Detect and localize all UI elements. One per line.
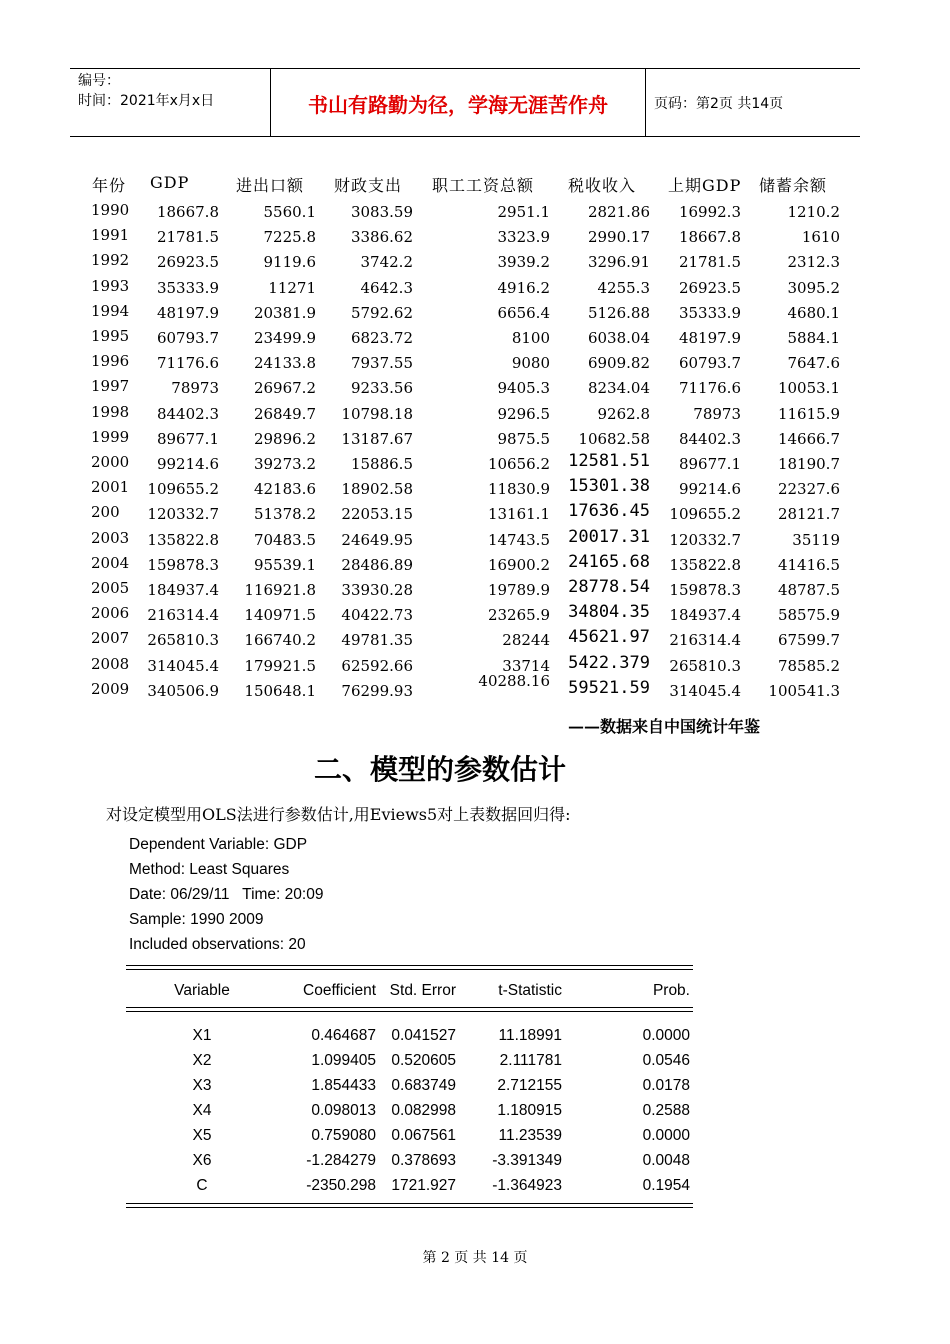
regression-row <box>0 1102 950 1127</box>
cell-gdp: 71176.6 <box>156 354 219 373</box>
regression-column-header: Std. Error <box>389 982 456 999</box>
cell-prev-gdp: 89677.1 <box>678 455 741 473</box>
cell-gdp: 159878.3 <box>147 555 219 574</box>
regression-row <box>0 1077 950 1102</box>
cell-prev-gdp: 84402.3 <box>678 429 741 448</box>
regression-prob: 0.0000 <box>642 1027 690 1044</box>
cell-prev-gdp: 109655.2 <box>669 505 741 524</box>
regression-variable: X3 <box>192 1077 212 1094</box>
cell-prev-gdp: 60793.7 <box>678 354 741 373</box>
cell-savings: 3095.2 <box>787 278 840 297</box>
cell-fiscal: 3386.62 <box>350 228 413 247</box>
cell-fiscal: 33930.28 <box>341 581 413 599</box>
cell-wages: 6656.4 <box>497 303 550 322</box>
cell-year: 2003 <box>91 528 130 547</box>
cell-year: 1996 <box>91 352 130 371</box>
regression-t-statistic: 2.111781 <box>499 1052 562 1069</box>
intro-text: 对设定模型用OLS法进行参数估计,用Eviews5对上表数据回归得: <box>106 805 571 824</box>
regression-std-error: 0.067561 <box>391 1127 456 1144</box>
table-row <box>0 451 950 480</box>
table-rule <box>126 1203 693 1204</box>
cell-prev-gdp: 18667.8 <box>678 228 741 247</box>
table-row <box>0 402 950 430</box>
cell-tax: 20017.31 <box>568 526 650 547</box>
regression-std-error: 1721.927 <box>391 1177 456 1194</box>
regression-variable: X4 <box>192 1102 212 1119</box>
cell-prev-gdp: 78973 <box>693 404 741 423</box>
table-row <box>0 427 950 455</box>
cell-tax: 15301.38 <box>568 476 650 497</box>
regression-coefficient: -1.284279 <box>306 1152 376 1169</box>
cell-savings: 58575.9 <box>777 606 840 625</box>
cell-tax: 59521.59 <box>568 677 650 698</box>
cell-fiscal: 40422.73 <box>341 606 413 625</box>
regression-t-statistic: 1.180915 <box>497 1102 562 1119</box>
cell-tax: 2990.17 <box>587 228 650 247</box>
regression-t-statistic: 11.23539 <box>498 1127 562 1144</box>
cell-prev-gdp: 35333.9 <box>678 303 741 322</box>
cell-year: 2005 <box>91 579 130 597</box>
table-rule <box>126 1007 693 1008</box>
cell-year: 2004 <box>91 553 130 572</box>
cell-year: 1994 <box>91 301 130 320</box>
cell-trade: 95539.1 <box>253 555 316 574</box>
cell-savings: 5884.1 <box>787 329 840 347</box>
cell-trade: 29896.2 <box>253 429 316 448</box>
cell-fiscal: 10798.18 <box>341 404 413 423</box>
cell-year: 1992 <box>91 251 130 270</box>
column-header-gdp: GDP <box>150 173 190 192</box>
regression-prob: 0.0048 <box>642 1152 690 1169</box>
cell-year: 2001 <box>91 478 130 497</box>
cell-fiscal: 7937.55 <box>350 354 413 373</box>
cell-gdp: 120332.7 <box>147 505 219 524</box>
header-page-number: 页码：第2页 共14页 <box>654 96 784 112</box>
cell-fiscal: 18902.58 <box>341 480 413 499</box>
page-header <box>70 68 860 137</box>
regression-row <box>0 1177 950 1202</box>
cell-wages: 8100 <box>511 329 550 347</box>
cell-savings: 11615.9 <box>777 404 840 423</box>
cell-gdp: 109655.2 <box>147 480 219 499</box>
cell-trade: 5560.1 <box>263 203 316 221</box>
cell-tax: 2821.86 <box>587 203 650 221</box>
cell-gdp: 18667.8 <box>156 203 219 221</box>
cell-wages: 11830.9 <box>487 480 550 499</box>
cell-fiscal: 49781.35 <box>341 631 413 650</box>
cell-prev-gdp: 265810.3 <box>669 656 741 675</box>
regression-column-header: Prob. <box>652 982 690 999</box>
cell-trade: 26849.7 <box>253 404 316 423</box>
cell-gdp: 265810.3 <box>147 631 219 650</box>
regression-coefficient: 0.464687 <box>311 1027 376 1044</box>
cell-prev-gdp: 26923.5 <box>678 278 741 297</box>
cell-gdp: 184937.4 <box>147 581 219 599</box>
cell-year: 2000 <box>91 453 130 471</box>
regression-dependent-variable: Dependent Variable: GDP <box>129 836 308 853</box>
cell-wages: 40288.16 <box>478 671 550 690</box>
header-meta <box>78 71 270 111</box>
cell-wages: 9080 <box>511 354 550 373</box>
cell-wages: 3939.2 <box>497 253 550 272</box>
regression-variable: X5 <box>192 1127 212 1144</box>
table-row <box>0 203 950 228</box>
cell-savings: 28121.7 <box>777 505 840 524</box>
regression-row <box>0 1152 950 1177</box>
table-rule <box>126 1207 693 1208</box>
regression-t-statistic: 2.712155 <box>497 1077 562 1094</box>
column-header-year: 年份 <box>92 176 127 195</box>
cell-fiscal: 4642.3 <box>360 278 413 297</box>
cell-trade: 140971.5 <box>244 606 316 625</box>
regression-coefficient: -2350.298 <box>306 1177 376 1194</box>
cell-trade: 150648.1 <box>244 681 316 700</box>
regression-sample: Sample: 1990 2009 <box>129 911 264 928</box>
regression-variable: C <box>196 1177 208 1194</box>
cell-savings: 41416.5 <box>777 555 840 574</box>
regression-variable: X2 <box>192 1052 212 1069</box>
regression-method: Method: Least Squares <box>129 861 290 878</box>
table-row <box>0 526 950 556</box>
regression-coefficient: 1.854433 <box>311 1077 376 1094</box>
table-rule <box>126 969 693 970</box>
cell-tax: 6038.04 <box>587 329 650 347</box>
cell-gdp: 60793.7 <box>156 329 219 347</box>
table-row <box>0 671 950 707</box>
regression-coefficient: 0.098013 <box>311 1102 376 1119</box>
document-time-label: 时间：2021年x月x日 <box>78 93 215 109</box>
cell-trade: 24133.8 <box>253 354 316 373</box>
cell-gdp: 314045.4 <box>147 656 219 675</box>
cell-tax: 45621.97 <box>568 627 650 648</box>
cell-year: 1993 <box>91 276 130 295</box>
cell-prev-gdp: 216314.4 <box>669 631 741 650</box>
regression-variable: X1 <box>192 1027 212 1044</box>
table-row <box>0 253 950 278</box>
page-footer: 第 2 页 共 14 页 <box>422 1250 528 1266</box>
cell-year: 2006 <box>91 604 130 623</box>
cell-trade: 51378.2 <box>253 505 316 524</box>
cell-wages: 28244 <box>502 631 550 650</box>
cell-trade: 39273.2 <box>253 455 316 473</box>
cell-year: 1999 <box>91 427 130 446</box>
cell-prev-gdp: 21781.5 <box>678 253 741 272</box>
cell-prev-gdp: 135822.8 <box>669 555 741 574</box>
cell-savings: 7647.6 <box>787 354 840 373</box>
regression-column-header: t-Statistic <box>498 982 562 999</box>
cell-gdp: 89677.1 <box>156 429 219 448</box>
cell-gdp: 340506.9 <box>147 681 219 700</box>
regression-column-header: Variable <box>174 982 230 999</box>
cell-fiscal: 6823.72 <box>350 329 413 347</box>
cell-savings: 18190.7 <box>777 455 840 473</box>
cell-year: 2009 <box>91 679 130 698</box>
cell-tax: 5422.379 <box>568 652 650 673</box>
cell-gdp: 35333.9 <box>156 278 219 297</box>
cell-trade: 26967.2 <box>253 379 316 398</box>
cell-year: 1998 <box>91 402 130 421</box>
cell-tax: 17636.45 <box>568 501 650 522</box>
document-number-label: 编号： <box>78 73 120 89</box>
table-row <box>0 577 950 606</box>
cell-tax: 34804.35 <box>568 602 650 623</box>
cell-tax: 28778.54 <box>568 577 650 597</box>
cell-savings: 10053.1 <box>777 379 840 398</box>
cell-savings: 2312.3 <box>787 253 840 272</box>
cell-fiscal: 3742.2 <box>360 253 413 272</box>
cell-tax: 9262.8 <box>597 404 650 423</box>
section-title: 二、模型的参数估计 <box>313 753 566 786</box>
regression-std-error: 0.041527 <box>391 1027 456 1044</box>
table-row <box>0 602 950 631</box>
column-header-tax: 税收收入 <box>568 176 637 195</box>
cell-tax: 8234.04 <box>587 379 650 398</box>
cell-savings: 100541.3 <box>768 681 840 700</box>
cell-tax: 12581.51 <box>568 451 650 471</box>
regression-variable: X6 <box>192 1152 212 1169</box>
cell-trade: 23499.9 <box>253 329 316 347</box>
cell-gdp: 135822.8 <box>147 530 219 549</box>
regression-row <box>0 1027 950 1052</box>
column-header-trade: 进出口额 <box>236 176 305 195</box>
cell-fiscal: 5792.62 <box>350 303 413 322</box>
regression-date: Date: 06/29/11 Time: 20:09 <box>129 886 324 903</box>
cell-fiscal: 9233.56 <box>350 379 413 398</box>
cell-fiscal: 13187.67 <box>341 429 413 448</box>
cell-trade: 9119.6 <box>263 253 316 272</box>
cell-wages: 14743.5 <box>487 530 550 549</box>
table-row <box>0 301 950 329</box>
cell-year: 1990 <box>91 201 130 219</box>
table-row <box>0 501 950 530</box>
cell-year: 1991 <box>91 226 130 245</box>
header-motto: 书山有路勤为径，学海无涯苦作舟 <box>308 93 608 117</box>
cell-wages: 13161.1 <box>487 505 550 524</box>
cell-fiscal: 76299.93 <box>341 681 413 700</box>
column-header-savings: 储蓄余额 <box>759 176 828 195</box>
regression-t-statistic: 11.18991 <box>498 1027 562 1044</box>
cell-trade: 20381.9 <box>253 303 316 322</box>
cell-wages: 9405.3 <box>497 379 550 398</box>
cell-gdp: 48197.9 <box>156 303 219 322</box>
table-rule <box>126 965 693 966</box>
cell-prev-gdp: 314045.4 <box>669 681 741 700</box>
cell-gdp: 99214.6 <box>156 455 219 473</box>
cell-wages: 9875.5 <box>497 429 550 448</box>
cell-year: 2008 <box>91 654 130 673</box>
cell-gdp: 26923.5 <box>156 253 219 272</box>
cell-gdp: 216314.4 <box>147 606 219 625</box>
cell-prev-gdp: 120332.7 <box>669 530 741 549</box>
cell-fiscal: 62592.66 <box>341 656 413 675</box>
regression-t-statistic: -1.364923 <box>492 1177 562 1194</box>
cell-prev-gdp: 184937.4 <box>669 606 741 625</box>
cell-wages: 3323.9 <box>497 228 550 247</box>
cell-savings: 35119 <box>792 530 840 549</box>
regression-std-error: 0.082998 <box>391 1102 456 1119</box>
cell-fiscal: 15886.5 <box>350 455 413 473</box>
cell-year: 1995 <box>91 327 130 345</box>
cell-wages: 2951.1 <box>497 203 550 221</box>
cell-gdp: 84402.3 <box>156 404 219 423</box>
table-rule <box>126 1011 693 1012</box>
cell-tax: 10682.58 <box>578 429 650 448</box>
cell-wages: 10656.2 <box>487 455 550 473</box>
table-row <box>0 627 950 656</box>
cell-trade: 42183.6 <box>253 480 316 499</box>
table-row <box>0 476 950 505</box>
cell-tax: 24165.68 <box>568 551 650 572</box>
cell-wages: 19789.9 <box>487 581 550 599</box>
cell-prev-gdp: 99214.6 <box>678 480 741 499</box>
regression-coefficient: 0.759080 <box>311 1127 376 1144</box>
cell-tax: 4255.3 <box>597 278 650 297</box>
cell-trade: 166740.2 <box>244 631 316 650</box>
cell-tax: 3296.91 <box>587 253 650 272</box>
column-header-prev-gdp: 上期GDP <box>668 176 742 195</box>
cell-savings: 22327.6 <box>777 480 840 499</box>
regression-std-error: 0.520605 <box>391 1052 456 1069</box>
cell-savings: 1210.2 <box>787 203 840 221</box>
regression-header-row <box>0 982 950 1007</box>
regression-prob: 0.2588 <box>642 1102 690 1119</box>
regression-prob: 0.1954 <box>642 1177 690 1194</box>
cell-fiscal: 28486.89 <box>341 555 413 574</box>
table-row <box>0 354 950 379</box>
data-table-header <box>0 173 950 197</box>
cell-wages: 9296.5 <box>497 404 550 423</box>
regression-t-statistic: -3.391349 <box>492 1152 562 1169</box>
cell-fiscal: 22053.15 <box>341 505 413 524</box>
header-divider <box>645 69 646 136</box>
regression-coefficient: 1.099405 <box>311 1052 376 1069</box>
cell-prev-gdp: 71176.6 <box>678 379 741 398</box>
cell-wages: 23265.9 <box>487 606 550 625</box>
cell-trade: 179921.5 <box>244 656 316 675</box>
cell-year: 2007 <box>91 629 130 648</box>
cell-prev-gdp: 159878.3 <box>669 581 741 599</box>
table-row <box>0 551 950 581</box>
cell-tax: 5126.88 <box>587 303 650 322</box>
cell-gdp: 78973 <box>171 379 219 398</box>
cell-savings: 1610 <box>801 228 840 247</box>
cell-trade: 7225.8 <box>263 228 316 247</box>
table-row <box>0 276 950 304</box>
regression-prob: 0.0546 <box>642 1052 690 1069</box>
column-header-wages: 职工工资总额 <box>432 176 535 195</box>
table-row <box>0 228 950 253</box>
regression-std-error: 0.378693 <box>391 1152 456 1169</box>
regression-prob: 0.0000 <box>642 1127 690 1144</box>
cell-wages: 4916.2 <box>497 278 550 297</box>
cell-gdp: 21781.5 <box>156 228 219 247</box>
regression-row <box>0 1127 950 1152</box>
cell-trade: 116921.8 <box>244 581 316 599</box>
cell-fiscal: 3083.59 <box>350 203 413 221</box>
cell-year: 1997 <box>91 377 130 396</box>
cell-fiscal: 24649.95 <box>341 530 413 549</box>
cell-savings: 48787.5 <box>777 581 840 599</box>
column-header-fiscal: 财政支出 <box>334 176 403 195</box>
cell-year: 200 <box>91 503 120 522</box>
cell-trade: 11271 <box>268 278 316 297</box>
regression-column-header: Coefficient <box>303 982 376 999</box>
cell-prev-gdp: 16992.3 <box>678 203 741 221</box>
cell-wages: 33714 <box>502 656 550 675</box>
cell-savings: 4680.1 <box>787 303 840 322</box>
cell-tax: 6909.82 <box>587 354 650 373</box>
cell-wages: 16900.2 <box>487 555 550 574</box>
cell-savings: 78585.2 <box>777 656 840 675</box>
cell-savings: 67599.7 <box>777 631 840 650</box>
regression-observations: Included observations: 20 <box>129 936 306 953</box>
regression-std-error: 0.683749 <box>391 1077 456 1094</box>
cell-prev-gdp: 48197.9 <box>678 329 741 347</box>
regression-row <box>0 1052 950 1077</box>
table-row <box>0 329 950 354</box>
source-note: ——数据来自中国统计年鉴 <box>568 717 761 736</box>
cell-savings: 14666.7 <box>777 429 840 448</box>
table-row <box>0 379 950 404</box>
regression-prob: 0.0178 <box>642 1077 690 1094</box>
cell-trade: 70483.5 <box>253 530 316 549</box>
